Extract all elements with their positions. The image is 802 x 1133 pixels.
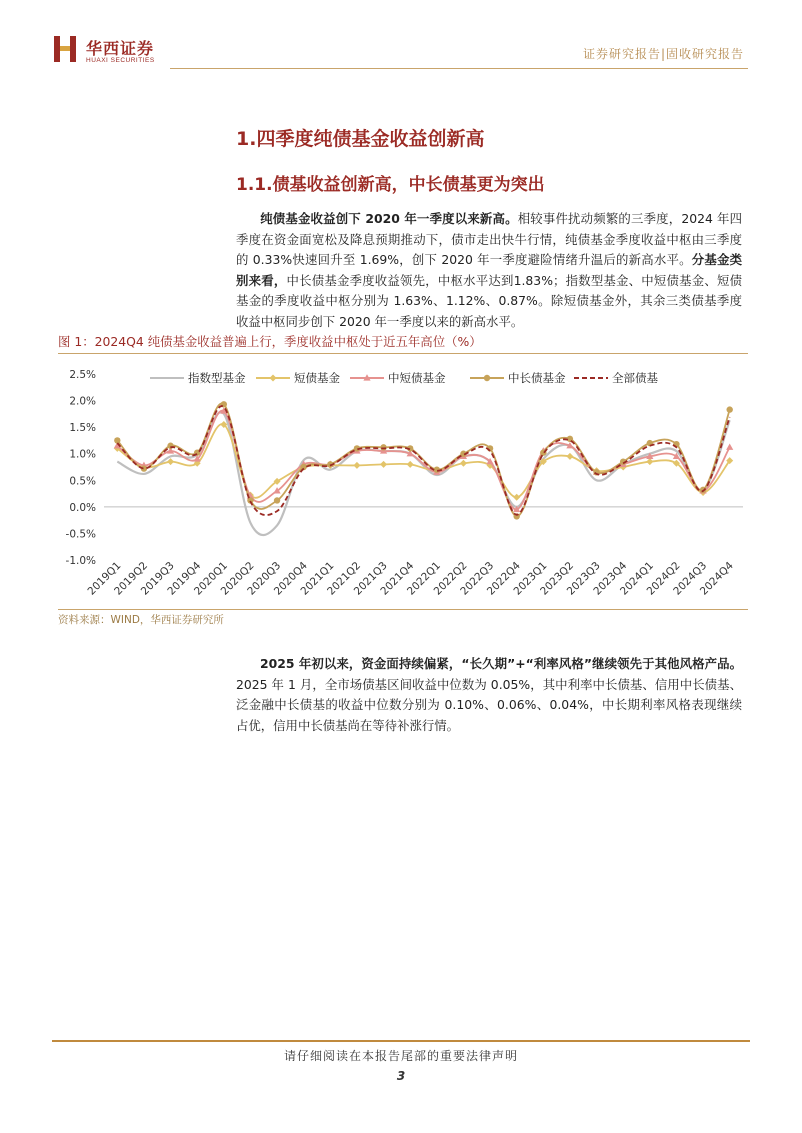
data-point [114, 437, 120, 443]
paragraph-2 [236, 654, 742, 736]
x-tick-label: 2023Q3 [564, 559, 603, 598]
paragraph-2-text: 2025 年 1 月，全市场债基区间收益中位数为 0.05%，其中利率中长债基、信用中长债基、泛金融中长债基的收益中位数分别为 0.10%、0.06%、0.04%，中长期利率风格表现继续占优，信用中长债基尚在等待补涨行情。 [236, 676, 742, 733]
data-point [513, 494, 520, 501]
legend-label: 指数型基金 [188, 371, 246, 385]
x-tick-label: 2019Q3 [138, 559, 177, 598]
chart-legend [150, 371, 658, 385]
x-tick-label: 2020Q4 [271, 559, 310, 598]
y-tick-label: 1.5% [69, 422, 96, 435]
series-3 [114, 401, 733, 520]
y-tick-label: 0.0% [69, 501, 96, 514]
x-tick-label: 2024Q2 [644, 559, 683, 598]
report-type: 证券研究报告|固收研究报告 [582, 47, 744, 61]
data-point [380, 461, 387, 468]
brand-name-en: HUAXI SECURITIES [86, 57, 155, 64]
x-tick-label: 2024Q3 [671, 559, 710, 598]
y-tick-label: 2.0% [69, 395, 96, 408]
chart-series [114, 401, 734, 535]
legend-marker [270, 375, 277, 382]
paragraph-2-lead: 2025 年初以来，资金面持续偏紧，“长久期”+“利率风格”继续领先于其他风格产品。 [260, 656, 742, 671]
x-tick-label: 2024Q4 [697, 559, 736, 598]
x-tick-label: 2019Q4 [165, 559, 204, 598]
x-tick-label: 2023Q2 [538, 559, 577, 598]
x-tick-label: 2022Q3 [458, 559, 497, 598]
brand-name: 华西证券 [86, 39, 155, 58]
data-point [566, 453, 573, 460]
y-tick-label: -1.0% [65, 555, 96, 567]
x-tick-label: 2021Q2 [325, 559, 364, 598]
x-tick-label: 2020Q3 [245, 559, 284, 598]
x-tick-label: 2021Q3 [351, 559, 390, 598]
data-point [726, 406, 732, 412]
figure-title: 图 1：2024Q4 纯债基金收益普遍上行，季度收益中枢处于近五年高位（%） [58, 334, 482, 349]
x-tick-label: 2021Q1 [298, 559, 337, 598]
x-tick-label: 2022Q1 [404, 559, 443, 598]
line-chart [58, 356, 748, 608]
data-point [167, 458, 174, 465]
data-point [380, 444, 386, 450]
figure-source: 资料来源：WIND，华西证券研究所 [58, 614, 224, 626]
figure-divider-top [58, 353, 748, 354]
page-number: 3 [396, 1069, 406, 1083]
paragraph-1-text2: 中长债基金季度收益领先，中枢水平达到1.83%；指数型基金、中短债基金、短债基金的季度收益中枢分别为 1.63%、1.12%、0.87%。除短债基金外，其余三类债基季度收益中枢同步创下 2020 年一季度以来的新高水平。 [236, 272, 743, 329]
y-tick-label: 2.5% [69, 369, 96, 381]
legend-label: 全部债基 [612, 371, 658, 385]
data-point [726, 444, 733, 450]
legend-label: 短债基金 [294, 371, 340, 385]
x-tick-label: 2019Q1 [85, 559, 124, 598]
footer-divider [52, 1040, 750, 1042]
page-header [0, 0, 802, 80]
chart-axes [66, 369, 743, 598]
legend-marker [484, 375, 490, 381]
legend-label: 中短债基金 [388, 371, 446, 385]
x-tick-label: 2023Q1 [511, 559, 550, 598]
y-tick-label: 1.0% [69, 448, 96, 461]
paragraph-1-lead: 纯债基金收益创下 2020 年一季度以来新高。 [260, 211, 518, 226]
x-tick-label: 2021Q4 [378, 559, 417, 598]
paragraph-1-lead2: 分基金类别来看， [236, 252, 743, 288]
series-line [117, 412, 729, 535]
header-divider [170, 68, 748, 69]
paragraph-1 [236, 209, 742, 332]
subsection-title: 1.1.债基收益创新高，中长债基更为突出 [236, 175, 545, 195]
footer-disclaimer: 请仔细阅读在本报告尾部的重要法律声明 [283, 1049, 518, 1063]
legend-label: 中长债基金 [508, 371, 566, 385]
figure-divider-bottom [58, 609, 748, 610]
data-point [353, 462, 360, 469]
paragraph-1-text: 相较事件扰动频繁的三季度，2024 年四季度在资金面宽松及降息预期推动下，债市走出快牛行情，纯债基金季度收益中枢由三季度的 0.33%快速回升至 1.69%，创下 2020 年一季度避险情绪升温后的新高水平。 [236, 211, 742, 267]
data-point [274, 497, 280, 503]
x-tick-label: 2020Q1 [191, 559, 230, 598]
data-point [460, 460, 467, 467]
x-tick-label: 2024Q1 [617, 559, 656, 598]
data-point [646, 458, 653, 465]
x-tick-label: 2022Q4 [484, 559, 523, 598]
x-tick-label: 2019Q2 [112, 559, 151, 598]
y-tick-label: -0.5% [65, 528, 96, 541]
section-title: 1.四季度纯债基金收益创新高 [236, 128, 485, 150]
data-point [407, 461, 414, 468]
y-tick-label: 0.5% [69, 475, 96, 488]
series-0 [117, 412, 729, 535]
huaxi-logo-icon [52, 34, 80, 64]
x-tick-label: 2022Q2 [431, 559, 470, 598]
x-tick-label: 2023Q4 [591, 559, 630, 598]
x-tick-label: 2020Q2 [218, 559, 257, 598]
